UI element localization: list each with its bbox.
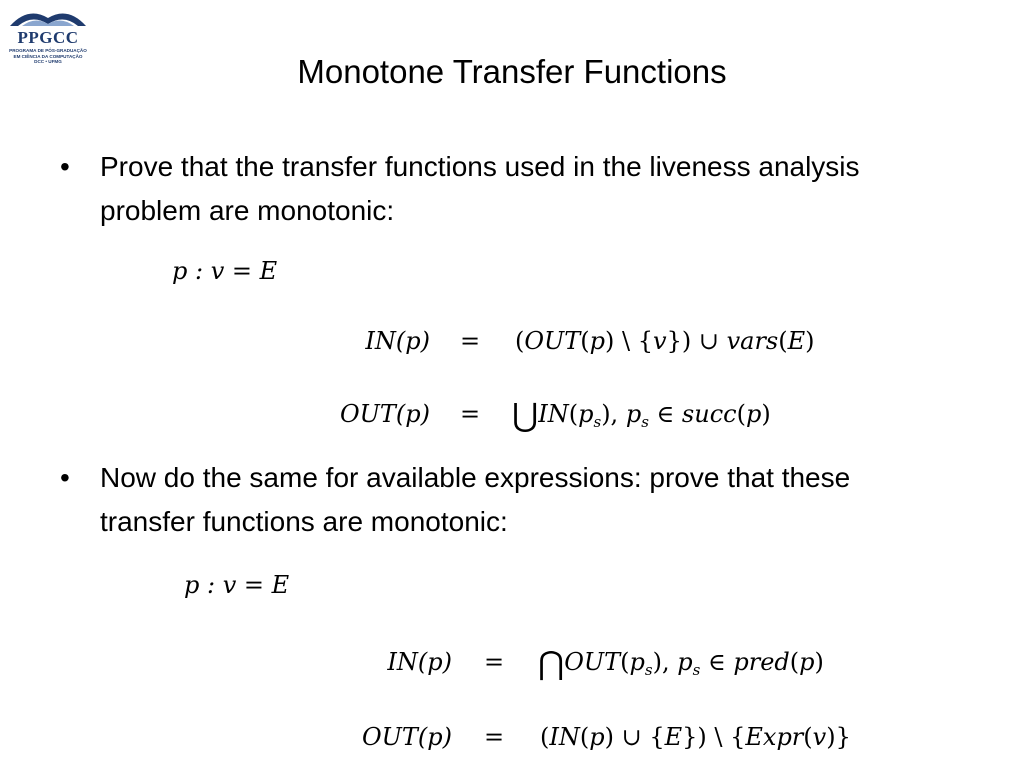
bullet-icon: • (60, 462, 70, 493)
logo-subtitle-line3: DCC • UFMG (34, 59, 62, 64)
statement-formula: p : v = E (172, 257, 278, 285)
logo-subtitle-line1: PROGRAMA DE PÓS-GRADUAÇÃO (9, 48, 87, 53)
equation-lhs: IN(p) (365, 327, 430, 355)
logo-name: PPGCC (17, 28, 79, 47)
equation-lhs: OUT(p) (362, 723, 452, 751)
equation-rhs: $⋂OUT(p_s)$, $p_s$ ∈ pred(p) (538, 644, 824, 682)
equation-sign: = (484, 648, 505, 676)
equation-sign: = (460, 400, 481, 428)
bullet-text: Now do the same for available expressions: prove that these transfer functions are monotonic: (100, 462, 851, 537)
statement-formula: p : v = E (184, 571, 290, 599)
logo-roof-icon (8, 4, 88, 30)
equation-rhs: $⋃IN(p_s)$, $p_s$ ∈ succ(p) (512, 396, 771, 434)
equation-rhs: (IN(p) ∪ {E}) \ {Expr(v)} (540, 723, 851, 751)
equation-sign: = (460, 327, 481, 355)
bullet-icon: • (60, 151, 70, 182)
equation-rhs: (OUT(p) \ {v}) ∪ vars(E) (515, 327, 815, 355)
bullet-text: Prove that the transfer functions used in the liveness analysis problem are monotonic: (100, 151, 860, 226)
equation-lhs: OUT(p) (340, 400, 430, 428)
logo-subtitle-line2: EM CIÊNCIA DA COMPUTAÇÃO (13, 53, 83, 59)
equation-sign: = (484, 723, 505, 751)
equation-lhs: IN(p) (387, 648, 452, 676)
slide-title: Monotone Transfer Functions (297, 53, 727, 90)
